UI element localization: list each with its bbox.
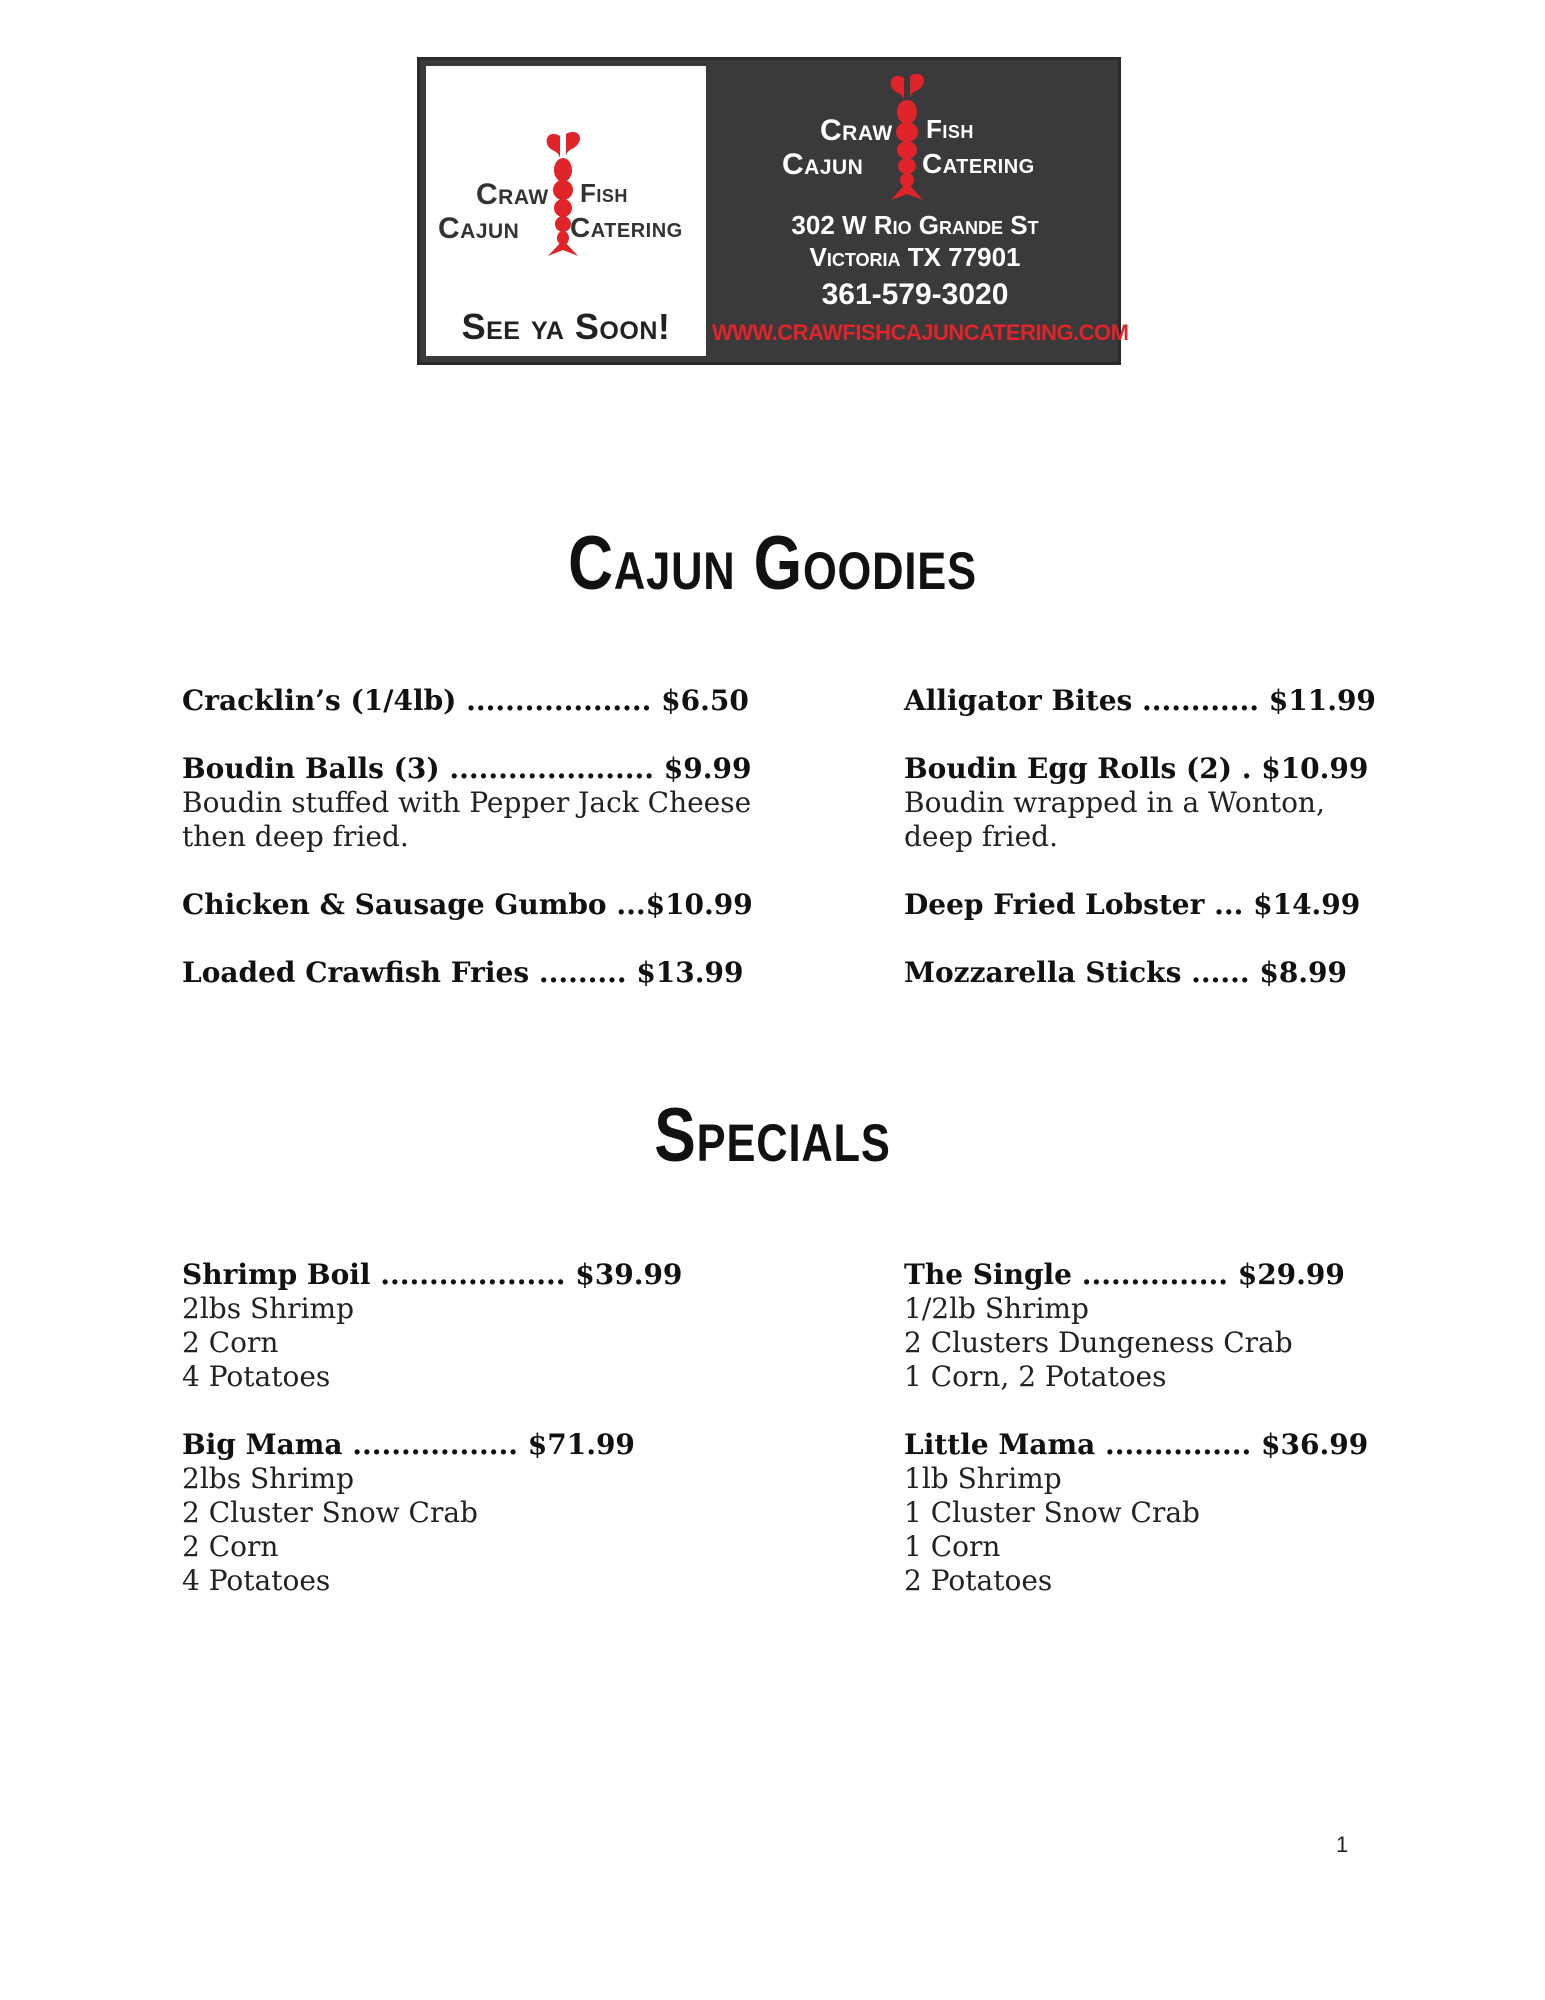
menu-item (904, 956, 1504, 990)
page-number: 1 (1336, 1832, 1349, 1857)
menu-item-desc: deep fried. (904, 820, 1058, 853)
logo-word-craw: Craw (820, 114, 893, 147)
logo-word-fish: Fish (926, 114, 974, 144)
logo-word-cajun: Cajun (782, 148, 864, 181)
menu-item-desc: 4 Potatoes (182, 1564, 331, 1597)
card-tagline: See ya Soon! (461, 306, 671, 347)
menu-item-desc: 2 Clusters Dungeness Crab (904, 1326, 1293, 1359)
logo-word-cajun: Cajun (438, 212, 520, 245)
business-card-banner (417, 57, 1129, 365)
menu-item-desc: 1lb Shrimp (904, 1462, 1062, 1495)
menu-item-name: Big Mama ................. $71.99 (182, 1428, 635, 1461)
logo-word-craw: Craw (476, 178, 549, 211)
menu-item-desc: Boudin stuffed with Pepper Jack Cheese (182, 786, 752, 819)
logo-word-catering: Catering (922, 148, 1035, 179)
menu-item-name: Deep Fried Lobster ... $14.99 (904, 888, 1361, 921)
menu-item-desc: 2 Corn (182, 1530, 279, 1563)
menu-item (182, 684, 782, 718)
menu-item-desc: 1 Cluster Snow Crab (904, 1496, 1200, 1529)
menu-item (904, 752, 1504, 854)
logo-word-catering: Catering (570, 212, 683, 243)
menu-item-name: Mozzarella Sticks ...... $8.99 (904, 956, 1348, 989)
logo-word-fish: Fish (580, 178, 628, 208)
menu-item (182, 1258, 782, 1394)
menu-item (904, 1428, 1504, 1598)
address-line-2: Victoria TX 77901 (809, 242, 1021, 272)
menu-item-name: Cracklin’s (1/4lb) ................... $6.50 (182, 684, 749, 717)
menu-item (182, 1428, 782, 1598)
menu-item-name: Chicken & Sausage Gumbo ...$10.99 (182, 888, 753, 921)
menu-item-desc: then deep fried. (182, 820, 409, 853)
address-line-1: 302 W Rio Grande St (791, 210, 1039, 240)
menu-item-name: Alligator Bites ............ $11.99 (904, 684, 1376, 717)
brand-logo (436, 128, 698, 258)
card-right-panel (712, 60, 1129, 362)
menu-item-desc: Boudin wrapped in a Wonton, (904, 786, 1325, 819)
menu-item (904, 684, 1504, 718)
brand-logo-dark (782, 70, 1062, 200)
menu-item-name: The Single ............... $29.99 (904, 1258, 1345, 1291)
menu-item-desc: 4 Potatoes (182, 1360, 331, 1393)
menu-item-desc: 2lbs Shrimp (182, 1462, 354, 1495)
menu-item-desc: 1 Corn (904, 1530, 1001, 1563)
section-title-specials: Specials (654, 1093, 891, 1178)
menu-item-desc: 2lbs Shrimp (182, 1292, 354, 1325)
menu-item (182, 888, 782, 922)
menu-item-name: Little Mama ............... $36.99 (904, 1428, 1369, 1461)
section-title-cajun-goodies: Cajun Goodies (568, 521, 977, 606)
menu-item-desc: 2 Potatoes (904, 1564, 1053, 1597)
menu-item-name: Boudin Egg Rolls (2) . $10.99 (904, 752, 1369, 785)
menu-item-name: Loaded Crawfish Fries ......... $13.99 (182, 956, 744, 989)
menu-item-desc: 2 Cluster Snow Crab (182, 1496, 478, 1529)
card-left-panel (426, 66, 706, 356)
menu-item-desc: 2 Corn (182, 1326, 279, 1359)
menu-item (904, 1258, 1504, 1394)
menu-item (182, 956, 782, 990)
menu-item (904, 888, 1504, 922)
menu-item-desc: 1 Corn, 2 Potatoes (904, 1360, 1167, 1393)
website-link[interactable]: WWW.CRAWFISHCAJUNCATERING.COM (712, 320, 1129, 345)
menu-item-name: Boudin Balls (3) ..................... $9.99 (182, 752, 752, 785)
menu-item-desc: 1/2lb Shrimp (904, 1292, 1089, 1325)
menu-item (182, 752, 782, 854)
phone-number: 361-579-3020 (821, 278, 1009, 311)
menu-item-name: Shrimp Boil ................... $39.99 (182, 1258, 683, 1291)
